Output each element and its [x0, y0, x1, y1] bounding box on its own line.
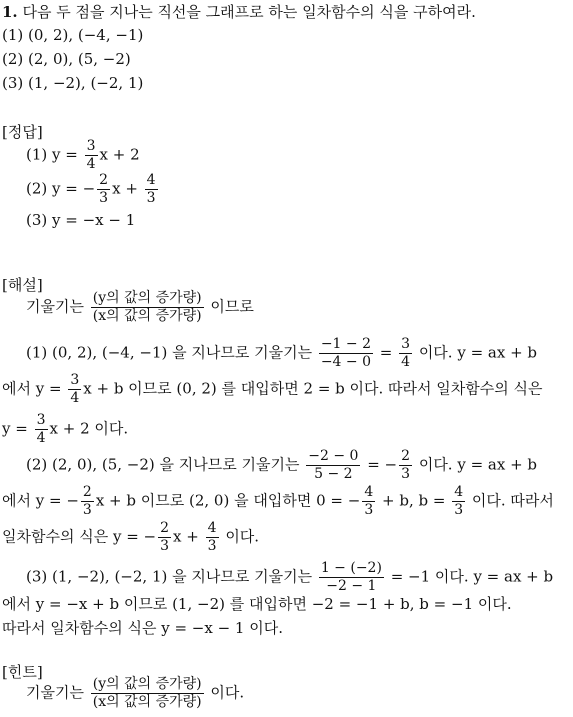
part2-line3-post: 이다. [220, 527, 260, 546]
fraction-numerator: (y의 값의 증가량) [92, 676, 202, 692]
part2-line3-fraction-1 [158, 520, 171, 555]
part1-line3-post: x + 2 이다. [49, 419, 129, 438]
part2-line2-mid: x + b 이므로 (2, 0) 을 대입하면 0 = − [95, 491, 361, 510]
fraction-denominator: 3 [99, 190, 109, 206]
problem-item-1: (1) (0, 2), (−4, −1) [2, 26, 144, 44]
part1-fraction-1 [319, 336, 373, 371]
answer-2 [26, 172, 160, 207]
fraction-denominator: −2 − 1 [326, 578, 377, 594]
part2-line3 [2, 520, 259, 555]
part2-line3-fraction-2 [206, 520, 219, 555]
problem-text: 다음 두 점을 지나는 직선을 그래프로 하는 일차함수의 식을 구하여라. [22, 3, 476, 21]
problem-item-3: (3) (1, −2), (−2, 1) [2, 74, 144, 92]
fraction-numerator: 2 [401, 448, 411, 464]
fraction-numerator: 2 [99, 172, 109, 188]
answer-1-post: x + 2 [99, 145, 140, 164]
hint-post: 이다. [205, 683, 245, 702]
fraction-numerator: 3 [36, 412, 46, 428]
answer-2-fraction-1 [97, 172, 110, 207]
part1-fraction-2 [399, 336, 412, 371]
fraction-numerator: 1 − (−2) [320, 560, 382, 576]
hint-fraction [91, 676, 204, 711]
explanation-header: [해설] [2, 276, 43, 294]
slope-fraction [91, 290, 204, 325]
answer-1-fraction [85, 138, 98, 173]
fraction-denominator: 3 [160, 538, 170, 554]
hint-text [26, 676, 244, 711]
fraction-denominator: (x의 값의 증가량) [92, 308, 202, 324]
problem-number: 1. [2, 3, 18, 21]
fraction-numerator: 2 [82, 484, 92, 500]
part3-line1-post: = −1 이다. y = ax + b [385, 567, 554, 586]
part1-line2-pre: 에서 y = [2, 379, 67, 398]
fraction-denominator: 4 [401, 354, 411, 370]
slope-post: 이므로 [205, 297, 254, 316]
fraction-denominator: 4 [36, 430, 46, 446]
part1-line1 [26, 336, 537, 371]
part2-fraction-2 [399, 448, 412, 483]
fraction-numerator: 4 [364, 484, 374, 500]
part3-fraction [319, 560, 384, 595]
fraction-denominator: 4 [70, 390, 80, 406]
answer-header: [정답] [2, 123, 43, 141]
fraction-denominator: 3 [454, 502, 464, 518]
part2-line2-mid2: + b, b = [377, 491, 451, 510]
part1-line2-post: x + b 이므로 (0, 2) 를 대입하면 2 = b 이다. 따라서 일차함수의 식은 [83, 379, 543, 398]
part3-line1 [26, 560, 553, 595]
part1-line1-post: 이다. y = ax + b [414, 343, 538, 362]
part2-line2-fraction-2 [362, 484, 375, 519]
fraction-denominator: 4 [86, 156, 96, 172]
part2-line2 [2, 484, 554, 519]
slope-pre: 기울기는 [26, 297, 89, 316]
part3-line3: 따라서 일차함수의 식은 y = −x − 1 이다. [2, 619, 283, 637]
part2-line2-post: 이다. 따라서 [467, 491, 554, 510]
fraction-numerator: −2 − 0 [308, 448, 359, 464]
answer-2-mid: x + [112, 179, 143, 198]
fraction-numerator: 3 [86, 138, 96, 154]
fraction-numerator: 3 [401, 336, 411, 352]
answer-2-pre: (2) y = − [26, 179, 96, 198]
part1-line3-fraction [35, 412, 48, 447]
fraction-numerator: 4 [454, 484, 464, 500]
part1-eq: = [375, 343, 398, 362]
part1-line3 [2, 412, 128, 447]
part1-line1-pre: (1) (0, 2), (−4, −1) 을 지나므로 기울기는 [26, 343, 317, 362]
answer-1 [26, 138, 140, 173]
part2-eq: = − [362, 455, 398, 474]
part2-fraction-1 [306, 448, 360, 483]
part3-line1-pre: (3) (1, −2), (−2, 1) 을 지나므로 기울기는 [26, 567, 317, 586]
part2-line2-fraction-3 [452, 484, 465, 519]
part2-line2-pre: 에서 y = − [2, 491, 79, 510]
fraction-denominator: 3 [207, 538, 217, 554]
fraction-denominator: −4 − 0 [320, 354, 372, 370]
fraction-numerator: (y의 값의 증가량) [92, 290, 202, 306]
hint-pre: 기울기는 [26, 683, 89, 702]
slope-definition [26, 290, 254, 325]
part2-line1-post: 이다. y = ax + b [414, 455, 538, 474]
part1-line2 [2, 372, 542, 407]
fraction-numerator: −1 − 2 [320, 336, 372, 352]
fraction-denominator: 3 [401, 466, 411, 482]
fraction-numerator: 4 [207, 520, 217, 536]
fraction-numerator: 2 [160, 520, 170, 536]
part2-line1 [26, 448, 537, 483]
answer-2-fraction-2 [145, 172, 158, 207]
fraction-denominator: (x의 값의 증가량) [92, 694, 202, 710]
fraction-denominator: 5 − 2 [314, 466, 353, 482]
problem-statement [2, 2, 476, 22]
part1-line2-fraction [68, 372, 81, 407]
part2-line3-pre: 일차함수의 식은 y = − [2, 527, 157, 546]
problem-item-2: (2) (2, 0), (5, −2) [2, 50, 131, 68]
answer-1-pre: (1) y = [26, 145, 83, 164]
part1-line3-pre: y = [2, 419, 33, 438]
fraction-numerator: 4 [146, 172, 156, 188]
part2-line1-pre: (2) (2, 0), (5, −2) 을 지나므로 기울기는 [26, 455, 305, 474]
answer-3: (3) y = −x − 1 [26, 211, 136, 229]
fraction-denominator: 3 [146, 190, 156, 206]
fraction-denominator: 3 [364, 502, 374, 518]
hint-header: [힌트] [2, 663, 43, 681]
part2-line2-fraction-1 [81, 484, 94, 519]
fraction-denominator: 3 [82, 502, 92, 518]
part2-line3-mid: x + [173, 527, 204, 546]
part3-line2: 에서 y = −x + b 이므로 (1, −2) 를 대입하면 −2 = −1 + b, b = −1 이다. [2, 595, 512, 613]
fraction-numerator: 3 [70, 372, 80, 388]
